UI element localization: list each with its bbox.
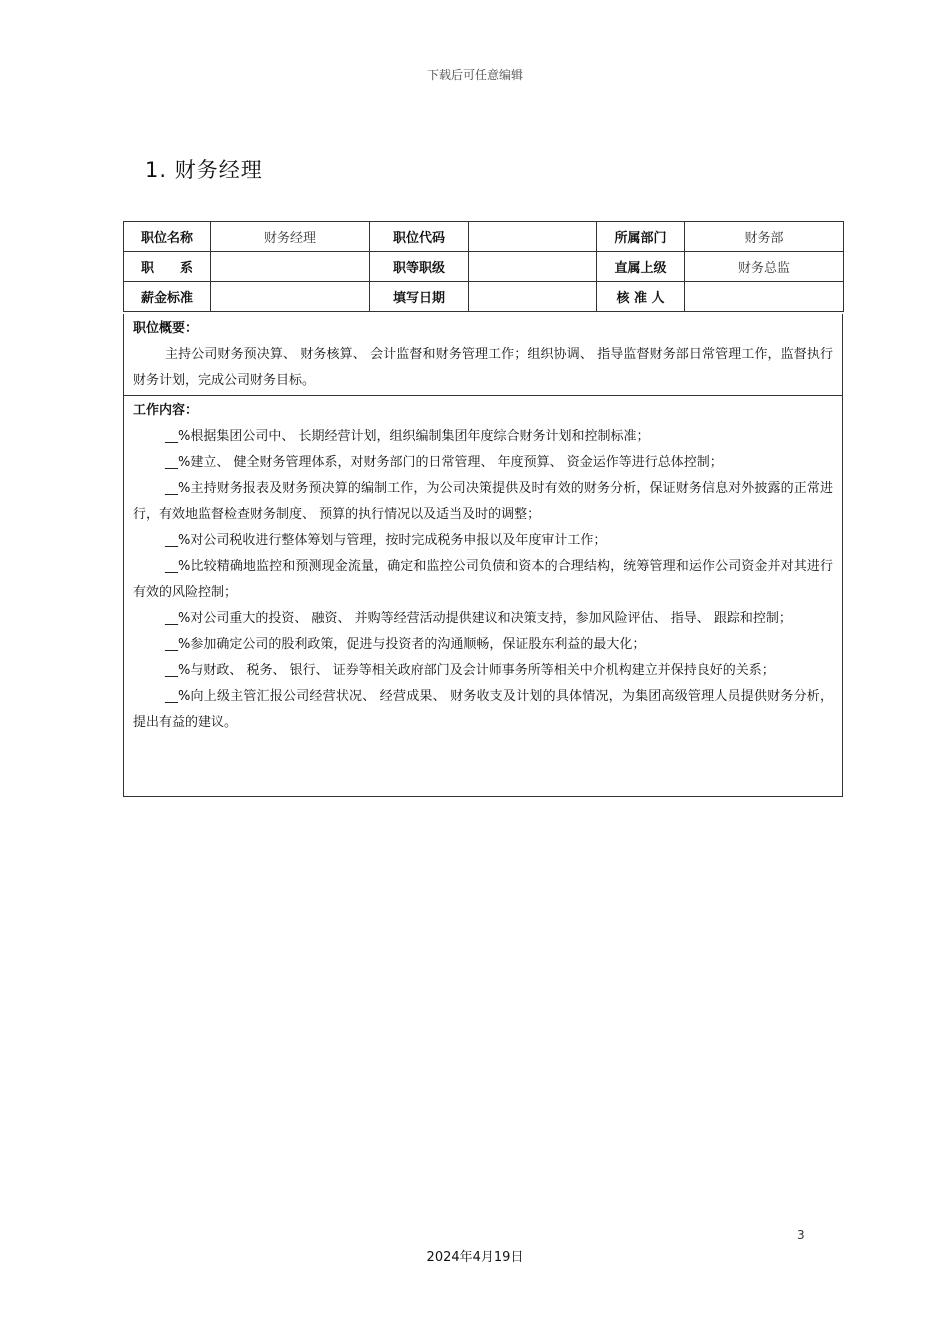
page-title: 1. 财务经理 <box>145 158 263 182</box>
value-job-grade <box>469 252 597 282</box>
duty-item: __%根据集团公司中、 长期经营计划，组织编制集团年度综合财务计划和控制标准； <box>165 429 650 444</box>
duties-section <box>123 396 843 797</box>
job-info-table <box>123 221 844 312</box>
label-job-family: 职 系 <box>124 252 211 282</box>
duty-item: __%建立、 健全财务管理体系，对财务部门的日常管理、 年度预算、 资金运作等进行总体控制； <box>165 455 723 470</box>
value-department: 财务部 <box>685 222 844 252</box>
summary-text: 主持公司财务预决算、 财务核算、 会计监督和财务管理工作；组织协调、 指导监督财务部日常管理工作，监督执行财务计划，完成公司财务目标。 <box>133 347 833 388</box>
duty-item: __%比较精确地监控和预测现金流量，确定和监控公司负债和资本的合理结构，统筹管理和运作公司资金并对其进行有效的风险控制； <box>133 559 833 600</box>
value-salary <box>211 282 370 312</box>
table-row <box>124 252 844 282</box>
value-fill-date <box>469 282 597 312</box>
summary-section <box>123 314 843 396</box>
label-supervisor: 直属上级 <box>597 252 685 282</box>
label-job-title: 职位名称 <box>124 222 211 252</box>
duty-item: __%参加确定公司的股利政策，促进与投资者的沟通顺畅，保证股东利益的最大化； <box>165 637 646 652</box>
label-department: 所属部门 <box>597 222 685 252</box>
table-row <box>124 282 844 312</box>
value-approver <box>685 282 844 312</box>
label-job-code: 职位代码 <box>370 222 469 252</box>
label-approver: 核 准 人 <box>597 282 685 312</box>
duties-title: 工作内容： <box>133 403 199 418</box>
table-row <box>124 222 844 252</box>
label-fill-date: 填写日期 <box>370 282 469 312</box>
header-note: 下载后可任意编辑 <box>426 68 523 82</box>
value-supervisor: 财务总监 <box>685 252 844 282</box>
duty-item: __%向上级主管汇报公司经营状况、 经营成果、 财务收支及计划的具体情况，为集团高级管理人员提供财务分析，提出有益的建议。 <box>133 689 833 730</box>
duty-item: __%对公司税收进行整体筹划与管理，按时完成税务申报以及年度审计工作； <box>165 533 607 548</box>
label-salary: 薪金标准 <box>124 282 211 312</box>
label-job-grade: 职等职级 <box>370 252 469 282</box>
footer-date: 2024年4月19日 <box>426 1250 524 1265</box>
duty-item: __%主持财务报表及财务预决算的编制工作，为公司决策提供及时有效的财务分析，保证财务信息对外披露的正常进行，有效地监督检查财务制度、 预算的执行情况以及适当及时的调整； <box>133 481 833 522</box>
duty-item: __%对公司重大的投资、 融资、 并购等经营活动提供建议和决策支持，参加风险评估、 指导、 跟踪和控制； <box>165 611 792 626</box>
summary-title: 职位概要： <box>133 321 199 336</box>
page-number: 3 <box>797 1228 805 1242</box>
value-job-family <box>211 252 370 282</box>
duty-item: __%与财政、 税务、 银行、 证券等相关政府部门及会计师事务所等相关中介机构建立并保持良好的关系； <box>165 663 775 678</box>
value-job-title: 财务经理 <box>211 222 370 252</box>
value-job-code <box>469 222 597 252</box>
